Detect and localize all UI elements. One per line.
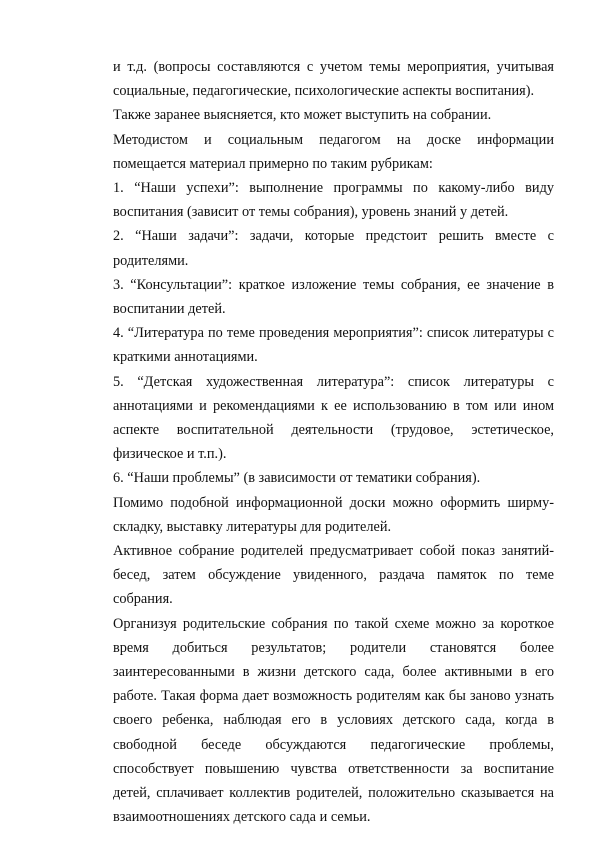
paragraph-screen-exhibition: Помимо подобной информационной доски можно оформить ширму-складку, выставку литературы для родителей. (113, 494, 554, 535)
paragraph-conclusion: Организуя родительские собрания по такой схеме можно за короткое время добиться результатов; родители становятся более заинтересованными в жизни детского сада, более активными в его работе. Такая форма дает возможность родителям как бы заново узнать своего ребенка, наблюдая его в условиях детского сада, когда в свободной беседе обсуждаются педагогические проблемы, способствует повышению чувства ответственности за воспитание детей, сплачивает коллектив родителей, положительно сказывается на взаимоотношениях детского сада и семьи. (113, 615, 554, 826)
paragraph-continuation: и т.д. (вопросы составляются с учетом темы мероприятия, учитывая социальные, педагогические, психологические аспекты воспитания). (113, 59, 554, 100)
paragraph-info-board: Методистом и социальным педагогом на доске информации помещается материал примерно по таким рубрикам: (113, 131, 554, 172)
paragraph-speakers: Также заранее выясняется, кто может выступить на собрании. (113, 107, 492, 124)
list-item-literature: 4. “Литература по теме проведения мероприятия”: список литературы с краткими аннотациями. (113, 325, 554, 366)
list-item-tasks: 2. “Наши задачи”: задачи, которые предстоит решить вместе с родителями. (113, 228, 554, 269)
list-item-successes: 1. “Наши успехи”: выполнение программы по какому-либо виду воспитания (зависит от темы собрания), уровень знаний у детей. (113, 180, 554, 221)
list-item-problems: 6. “Наши проблемы” (в зависимости от тематики собрания). (113, 470, 481, 487)
document-body (113, 55, 554, 830)
paragraph-active-meeting: Активное собрание родителей предусматривает собой показ занятий-бесед, затем обсуждение увиденного, раздача памяток по теме собрания. (113, 543, 554, 608)
list-item-childrens-literature: 5. “Детская художественная литература”: список литературы с аннотациями и рекомендациями к ее использованию в том или ином аспекте воспитательной деятельности (трудовое, эстетическое, физическое и т.п.). (113, 373, 554, 463)
list-item-consultations: 3. “Консультации”: краткое изложение темы собрания, ее значение в воспитании детей. (113, 276, 554, 318)
